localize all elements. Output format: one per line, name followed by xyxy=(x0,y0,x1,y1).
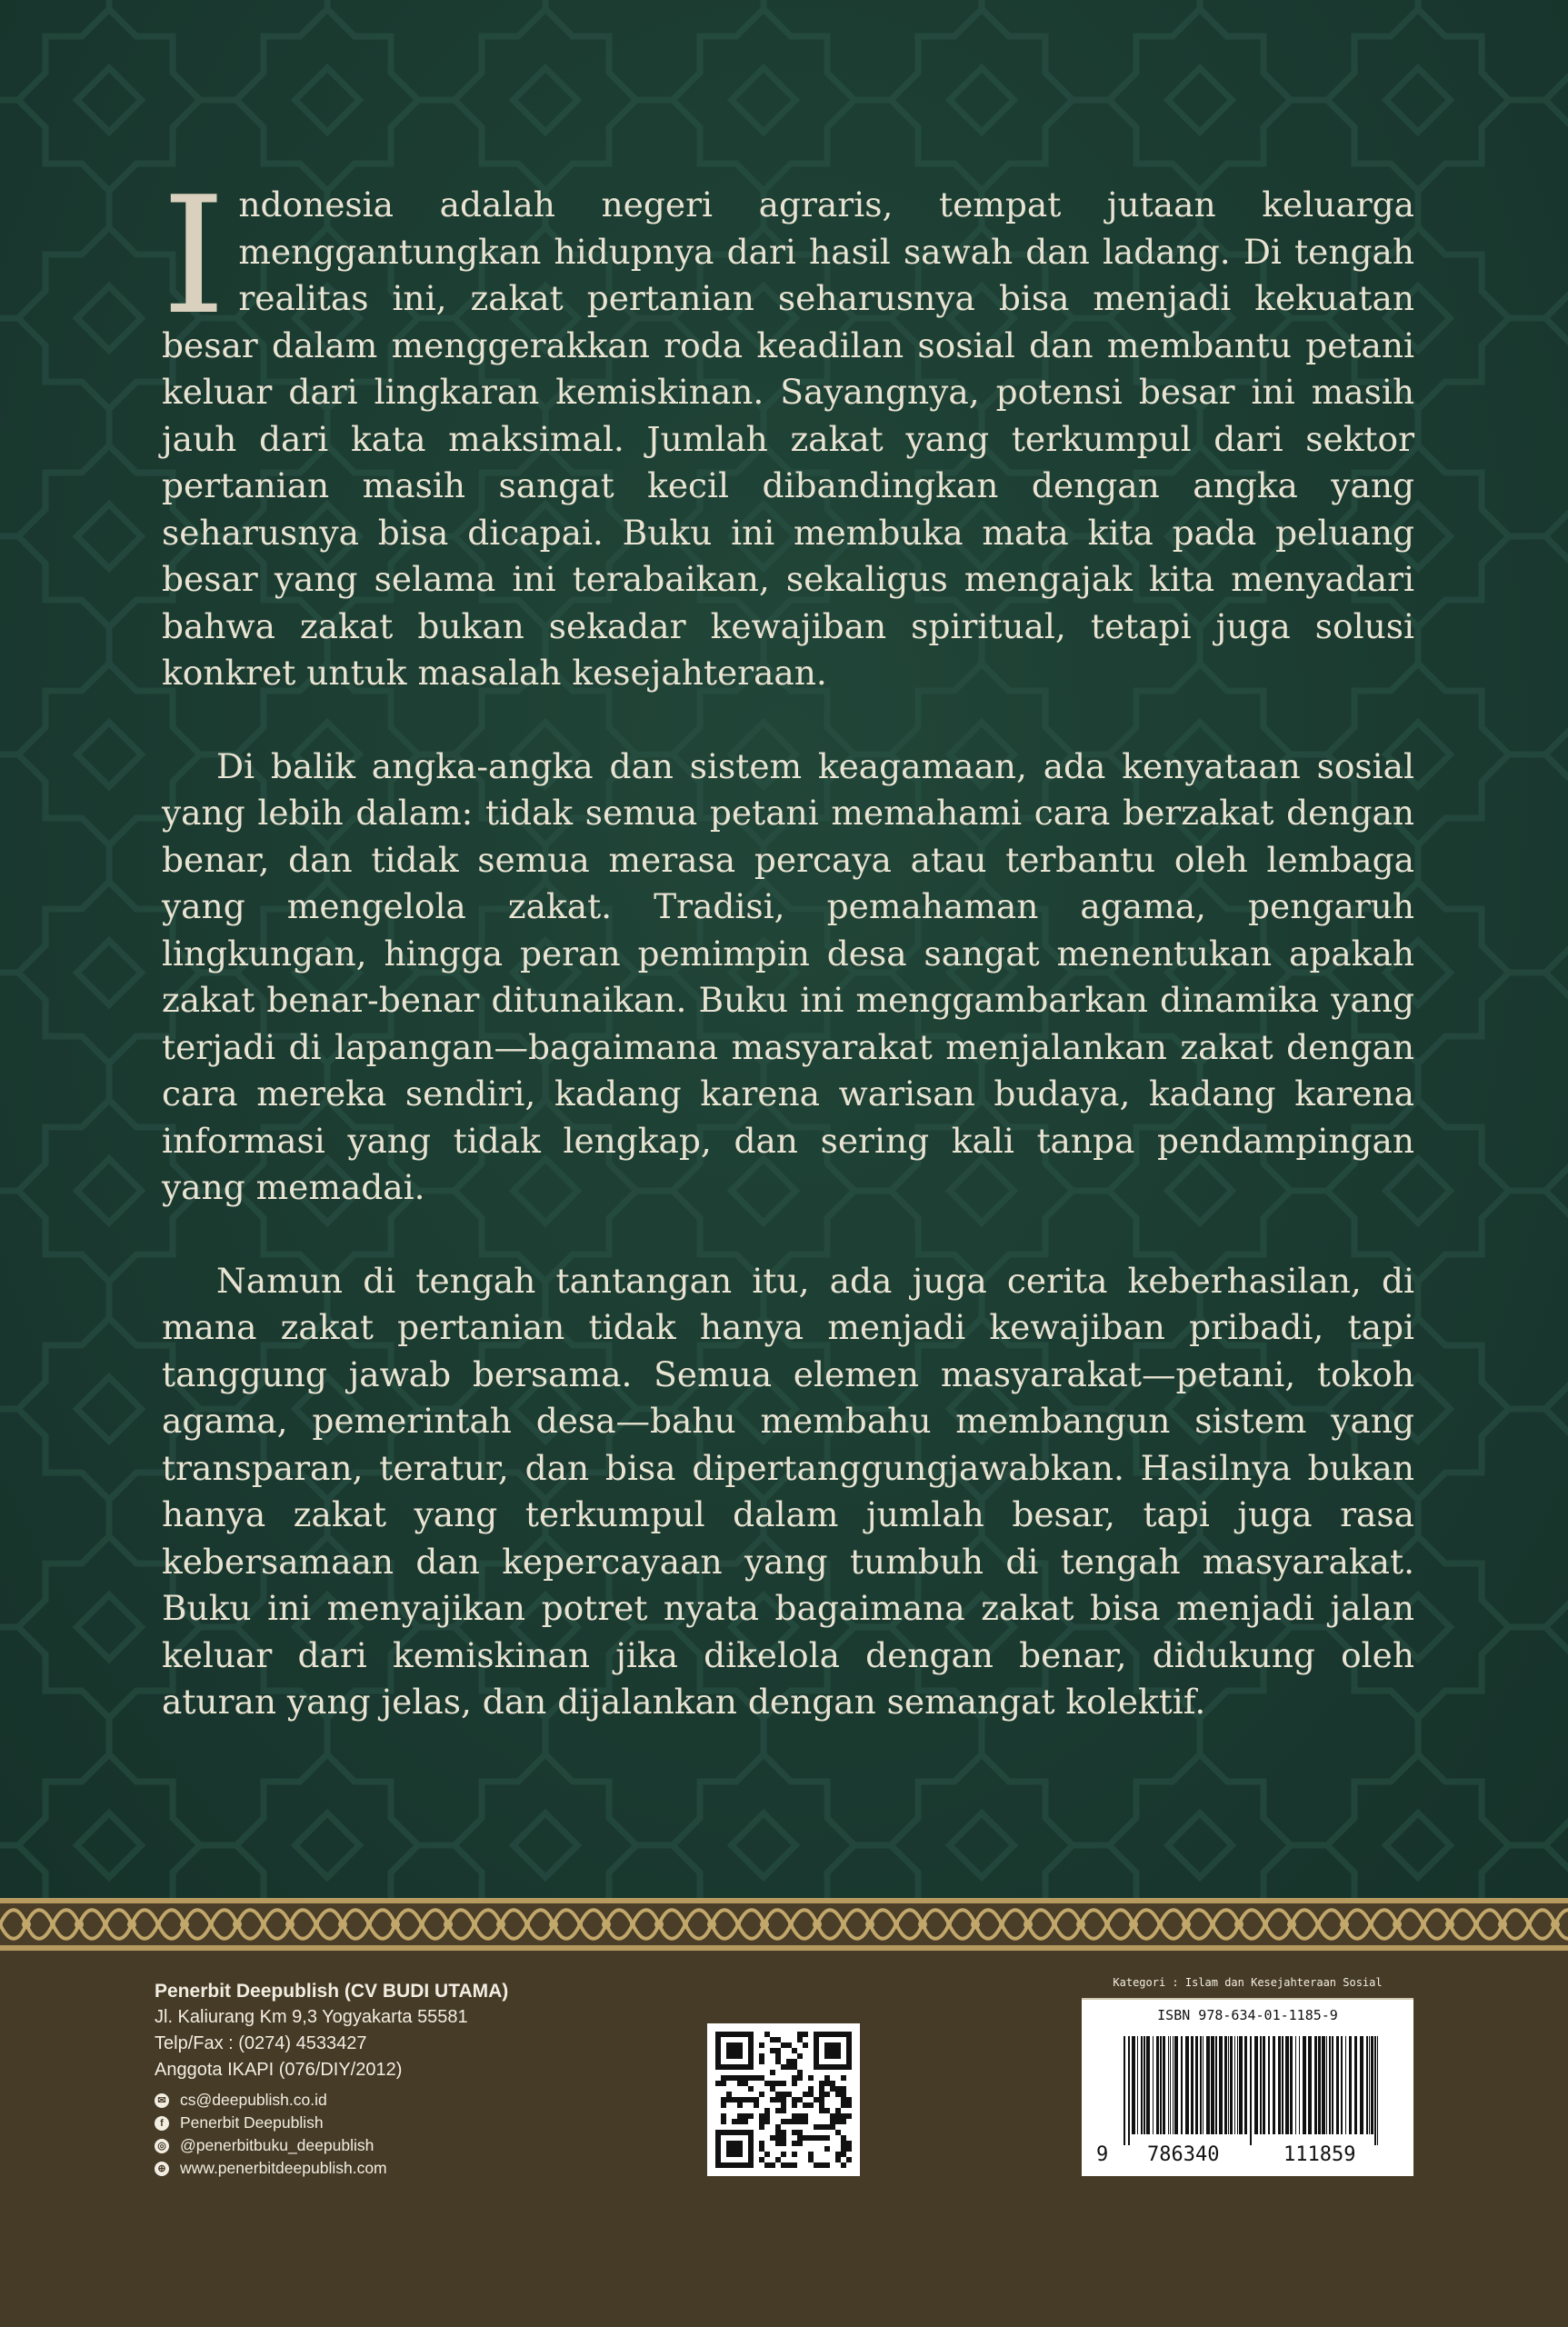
description-paragraph-3: Namun di tengah tantangan itu, ada juga cerita keberhasilan, di mana zakat pertanian tidak hanya menjadi kewajiban pribadi, tapi tanggung jawab bersama. Semua elemen masyarakat—petani, tokoh agama, pemerintah desa—bahu membahu membangun sistem yang transparan, teratur, dan bisa dipertanggungjawabkan. Hasilnya bukan hanya zakat yang terkumpul dalam jumlah besar, tapi juga rasa kebersamaan dan kepercayaan yang tumbuh di tengah masyarakat. Buku ini menyajikan potret nyata bagaimana zakat bisa menjadi jalan keluar dari kemiskinan jika dikelola dengan benar, didukung oleh aturan yang jelas, dan dijalankan dengan semangat kolektif. xyxy=(162,1260,1414,1722)
publisher-phone: Telp/Fax : (0274) 4533427 xyxy=(155,2033,367,2053)
contact-instagram[interactable] xyxy=(155,2134,508,2157)
email-icon: ✉ xyxy=(155,2093,169,2108)
qr-code[interactable] xyxy=(707,2023,860,2176)
publisher-contacts xyxy=(155,2089,508,2180)
paragraph-1-text: ndonesia adalah negeri agraris, tempat jutaan keluarga menggantungkan hidupnya dari hasil sawah dan ladang. Di tengah realitas ini, zakat pertanian seharusnya bisa menjadi kekuatan besar dalam menggerakkan roda keadilan sosial dan membantu petani keluar dari lingkaran kemiskinan. Sayangnya, potensi besar ini masih jauh dari kata maksimal. Jumlah zakat yang terkumpul dari sektor pertanian masih sangat kecil dibandingkan dengan angka yang seharusnya bisa dicapai. Buku ini membuka mata kita pada peluang besar yang selama ini terabaikan, sekaligus mengajak kita menyadari bahwa zakat bukan sekadar kewajiban spiritual, tetapi juga solusi konkret untuk masalah kesejahteraan. xyxy=(162,185,1414,693)
publisher-address: Jl. Kaliurang Km 9,3 Yogyakarta 55581 xyxy=(155,2007,468,2027)
description-paragraph-1 xyxy=(162,162,1414,697)
isbn-number: ISBN 978-634-01-1185-9 xyxy=(1157,2007,1338,2023)
contact-facebook-text: Penerbit Deepublish xyxy=(180,2113,324,2132)
globe-icon: ⊕ xyxy=(155,2162,169,2176)
category-label: Kategori : Islam dan Kesejahteraan Sosial xyxy=(1082,1967,1413,2000)
instagram-icon: ◎ xyxy=(155,2139,169,2153)
contact-website-text: www.penerbitdeepublish.com xyxy=(180,2159,387,2177)
contact-email[interactable] xyxy=(155,2089,508,2112)
ornament-band xyxy=(0,1898,1568,1951)
isbn-barcode-box xyxy=(1082,1967,1413,2176)
contact-instagram-text: @penerbitbuku_deepublish xyxy=(180,2136,375,2154)
contact-website[interactable] xyxy=(155,2157,508,2180)
contact-email-text: cs@deepublish.co.id xyxy=(180,2091,327,2109)
barcode-digits-left: 786340 xyxy=(1147,2143,1220,2166)
drop-cap: I xyxy=(162,162,226,350)
facebook-icon: f xyxy=(155,2116,169,2131)
publisher-membership: Anggota IKAPI (076/DIY/2012) xyxy=(155,2060,403,2080)
book-description xyxy=(162,162,1414,1726)
description-paragraph-2: Di balik angka-angka dan sistem keagamaan, ada kenyataan sosial yang lebih dalam: tidak semua petani memahami cara berzakat dengan benar, dan tidak semua merasa percaya atau terbantu oleh lembaga yang mengelola zakat. Tradisi, pemahaman agama, pengaruh lingkungan, hingga peran pemimpin desa sangat menentukan apakah zakat benar-benar ditunaikan. Buku ini menggambarkan dinamika yang terjadi di lapangan—bagaimana masyarakat menjalankan zakat dengan cara mereka sendiri, kadang karena warisan budaya, kadang karena informasi yang tidak lengkap, dan sering kali tanpa pendampingan yang memadai. xyxy=(162,745,1414,1207)
contact-facebook[interactable] xyxy=(155,2112,508,2134)
barcode-bars xyxy=(1124,2036,1378,2145)
publisher-info xyxy=(155,1978,508,2180)
barcode-digit-first: 9 xyxy=(1096,2143,1109,2166)
isbn-barcode xyxy=(1082,2000,1413,2176)
publisher-name: Penerbit Deepublish (CV BUDI UTAMA) xyxy=(155,1981,509,2002)
barcode-digits-right: 111859 xyxy=(1283,2143,1356,2166)
